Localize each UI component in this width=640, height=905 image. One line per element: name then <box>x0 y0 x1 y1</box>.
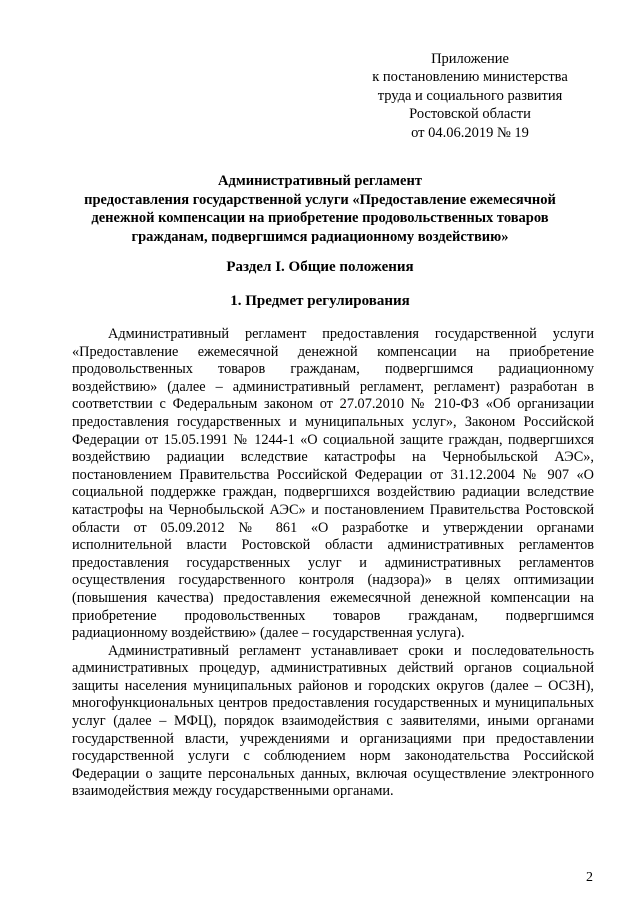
title-line: предоставления государственной услуги «Предоставление ежемесячной <box>84 191 556 208</box>
page-number: 2 <box>586 870 593 885</box>
paragraph: Административный регламент устанавливает сроки и последовательность административных процедур, административных действий органов социальной защиты населения муниципальных районов и городских округов (далее – ОСЗН), многофункциональных центров предоставления государственных и муниципальных услуг (далее – МФЦ), порядок взаимодействия с заявителями, иными органами государственной власти, учреждениями и организациями при предоставлении государственной услуги с соблюдением норм законодательства Российской Федерации о защите персональных данных, включая осуществление электронного взаимодействия между государственными органами. <box>72 642 594 800</box>
subsection-heading: 1. Предмет регулирования <box>230 293 410 309</box>
appendix-line: Приложение <box>431 51 509 67</box>
appendix-line: Ростовской области <box>409 106 531 123</box>
appendix-line: от 04.06.2019 № 19 <box>411 124 529 141</box>
appendix-line: труда и социального развития <box>377 87 563 104</box>
section-heading: Раздел I. Общие положения <box>226 259 414 275</box>
title-line: денежной компенсации на приобретение продовольственных товаров <box>91 210 549 227</box>
title-line: Административный регламент <box>218 173 422 189</box>
appendix-line: к постановлению министерства <box>372 69 568 86</box>
body-text <box>72 326 594 801</box>
appendix-block <box>360 50 580 142</box>
title-line: гражданам, подвергшимся радиационному воздействию» <box>131 228 509 245</box>
document-title <box>60 172 580 246</box>
paragraph: Административный регламент предоставления государственной услуги «Предоставление ежемесячной денежной компенсации на приобретение продовольственных товаров гражданам, подвергшимся радиационному воздействию» (далее – административный регламент, регламент) разработан в соответствии с Федеральным законом от 27.07.2010 № 210-ФЗ «Об организации предоставления государственных и муниципальных услуг», Законом Российской Федерации от 15.05.1991 № 1244-1 «О социальной защите граждан, подвергшихся воздействию радиации вследствие катастрофы на Чернобыльской АЭС», постановлением Правительства Российской Федерации от 31.12.2004 № 907 «О социальной поддержке граждан, подвергшихся воздействию радиации вследствие катастрофы на Чернобыльской АЭС» и постановлением Правительства Ростовской области от 05.09.2012 № 861 «О разработке и утверждении органами исполнительной власти Ростовской области административных регламентов предоставления государственных услуг и административных регламентов осуществления государственного контроля (надзора)» в целях оптимизации (повышения качества) предоставления ежемесячной денежной компенсации на приобретение продовольственных товаров гражданам, подвергшимся радиационному воздействию» (далее – государственная услуга). <box>72 326 594 642</box>
